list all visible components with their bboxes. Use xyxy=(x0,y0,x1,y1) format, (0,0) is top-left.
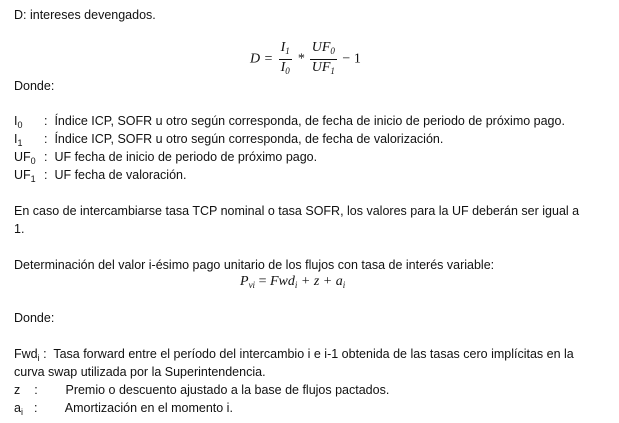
def-i1 xyxy=(14,131,443,151)
formula-p-fwd: Fwd xyxy=(269,274,295,289)
f2-num-sub: 0 xyxy=(330,46,335,56)
formula-p-a-sub: i xyxy=(342,280,346,290)
def-i0-text: Índice ICP, SOFR u otro según corresponda, de fecha de inicio de periodo de próximo pago. xyxy=(54,114,565,128)
def-fwd-sym: Fwd xyxy=(14,347,38,361)
def-fwd-cont: curva swap utilizada por la Superintendencia. xyxy=(14,365,266,379)
def-fwd-sep: : xyxy=(43,347,47,361)
def-i0-sep: : xyxy=(44,114,48,128)
donde-label-1: Donde: xyxy=(14,79,55,93)
formula-d-lhs: D xyxy=(250,51,261,67)
def-uf1-sym: UF xyxy=(14,168,31,182)
def-ai-sep: : xyxy=(33,401,38,415)
def-z-text: Premio o descuento ajustado a la base de flujos pactados. xyxy=(65,383,390,397)
f2-den-sub: 1 xyxy=(330,66,335,76)
formula-p-a: a xyxy=(335,274,343,289)
def-uf0 xyxy=(14,149,317,169)
def-fwd xyxy=(14,346,574,366)
f2-num: UF xyxy=(311,40,331,55)
def-i1-sub: 1 xyxy=(17,138,23,148)
def-i0-sym: I xyxy=(14,114,18,128)
def-uf0-sym: UF xyxy=(14,150,31,164)
def-ai-sub: i xyxy=(20,407,23,417)
def-ai xyxy=(14,400,233,420)
def-fwd-sub: i xyxy=(37,353,40,363)
formula-p-plus: + z + xyxy=(300,274,333,289)
def-ai-sym: a xyxy=(14,401,21,415)
def-uf1 xyxy=(14,167,186,187)
def-uf1-text: UF fecha de valoración. xyxy=(54,168,187,182)
def-uf1-sep: : xyxy=(44,168,48,182)
def-i0-sub: 0 xyxy=(17,120,23,130)
def-z-sym: z xyxy=(14,383,21,397)
def-z-sep: : xyxy=(34,383,38,397)
f2-den: UF xyxy=(311,60,331,75)
f1-num-sub: 1 xyxy=(285,46,290,56)
f1-den-sub: 0 xyxy=(285,66,290,76)
donde-label-2: Donde: xyxy=(14,311,55,325)
def-fwd-text: Tasa forward entre el período del intercambio i e i-1 obtenida de las tasas cero implícitas en la xyxy=(53,347,574,361)
fraction-uf xyxy=(310,40,337,79)
formula-d xyxy=(250,40,361,79)
paragraph-uf-line-2: 1. xyxy=(14,222,25,236)
def-z xyxy=(14,382,389,398)
formula-p-eq: = xyxy=(258,274,267,289)
f1-den: I xyxy=(280,60,286,75)
formula-p-fwd-sub: i xyxy=(294,280,298,290)
def-i1-sep: : xyxy=(44,132,48,146)
formula-d-tail: − 1 xyxy=(342,51,361,67)
f1-num: I xyxy=(280,40,286,55)
formula-d-times: * xyxy=(297,51,305,67)
def-i0 xyxy=(14,113,565,133)
def-uf1-sub: 1 xyxy=(30,174,36,184)
def-uf0-sep: : xyxy=(44,150,48,164)
paragraph-determination: Determinación del valor i-ésimo pago unitario de los flujos con tasa de interés variable: xyxy=(14,258,495,272)
heading: D: intereses devengados. xyxy=(14,8,156,22)
def-uf0-sub: 0 xyxy=(30,156,36,166)
formula-p-lhs-sub: vi xyxy=(248,280,256,290)
fraction-i xyxy=(279,40,292,79)
formula-p xyxy=(240,274,345,293)
def-i1-text: Índice ICP, SOFR u otro según corresponda, de fecha de valorización. xyxy=(54,132,444,146)
paragraph-uf-line-1: En caso de intercambiarse tasa TCP nominal o tasa SOFR, los valores para la UF deberán ser igual a xyxy=(14,204,580,218)
def-uf0-text: UF fecha de inicio de periodo de próximo pago. xyxy=(54,150,318,164)
def-ai-text: Amortización en el momento i. xyxy=(64,401,233,415)
def-i1-sym: I xyxy=(14,132,18,146)
formula-p-lhs: P xyxy=(240,274,249,289)
formula-d-eq: = xyxy=(263,51,274,67)
